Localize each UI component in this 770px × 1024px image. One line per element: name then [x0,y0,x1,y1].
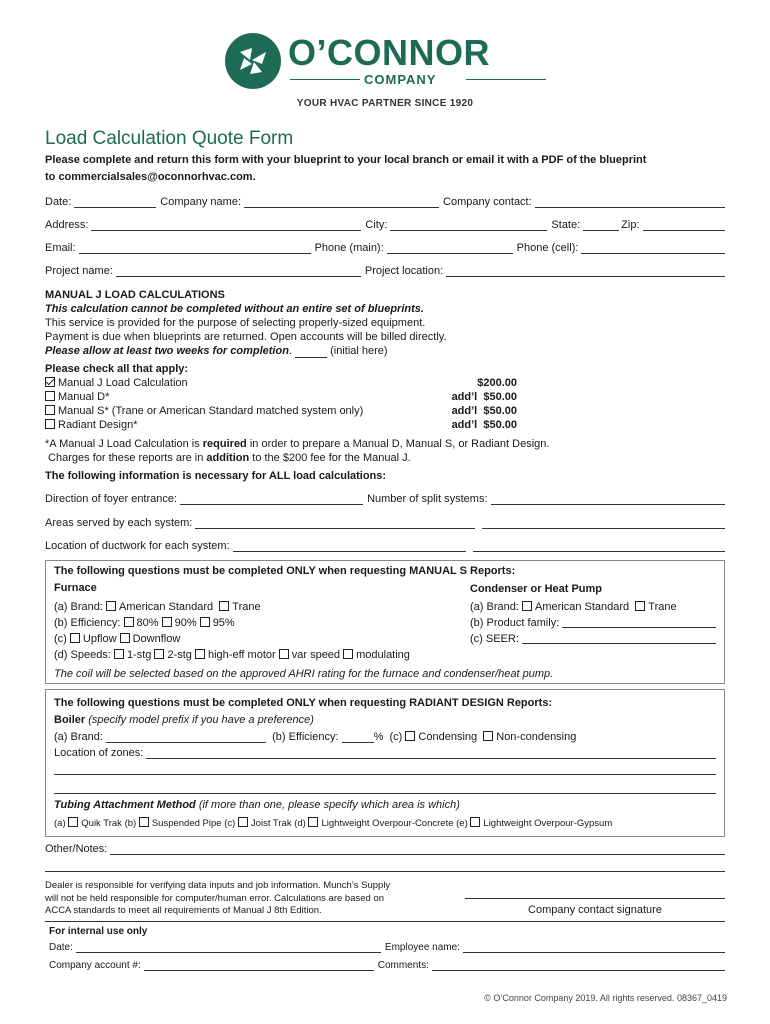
intro-line-1: Please complete and return this form with your blueprint to your local branch or email it with a PDF of the blueprint [45,154,647,166]
efficiency-label: (b) Efficiency: [54,617,121,629]
option-label: Trane [648,601,677,613]
tubing-d-label: (d) [294,818,306,829]
option-row [45,390,525,404]
var-speed-checkbox[interactable] [279,649,289,659]
ductwork-field-2[interactable] [473,541,725,552]
upflow-checkbox[interactable] [70,633,80,643]
condenser-brand-label: (a) Brand: [470,601,519,613]
stg1-checkbox[interactable] [114,649,124,659]
furnace-brand-label: (a) Brand: [54,601,103,613]
seer-field[interactable] [522,633,716,644]
zones-field-2[interactable] [54,774,716,775]
zones-field-1[interactable] [146,748,716,759]
row-ductwork [45,540,725,552]
c-label: (c) [54,633,67,645]
email-field[interactable] [79,243,311,254]
row-address [45,219,725,231]
lightweight-gypsum-checkbox[interactable] [470,817,480,827]
tubing-e-label: (e) [456,818,468,829]
address-field[interactable] [91,220,361,231]
other-notes-label: Other/Notes: [45,843,108,855]
logo [224,32,554,94]
date-field[interactable] [74,197,156,208]
option-label: Upflow [82,633,117,645]
city-label: City: [365,219,388,231]
ductwork-field-1[interactable] [233,541,466,552]
radiant-heading: The following questions must be completed ONLY when requesting RADIANT DESIGN Reports: [54,697,553,709]
email-label: Email: [45,242,76,254]
manual-j-allow: Please allow at least two weeks for completion [45,345,289,357]
zones-row [54,747,716,759]
manual-j-section [45,288,447,358]
condenser-heading: Condenser or Heat Pump [470,583,603,595]
company-contact-field[interactable] [535,197,725,208]
manual-j-line-2: Payment is due when blueprints are returned. Open accounts will be billed directly. [45,331,447,343]
manual-j-line-1: This service is provided for the purpose of selecting properly-sized equipment. [45,317,426,329]
other-notes-field-2[interactable] [45,871,725,872]
option-label: 1-stg [126,649,152,661]
tubing-a-label: (a) [54,818,66,829]
option-price: add’l $50.00 [451,405,517,417]
row-email-phone [45,242,725,254]
phone-main-label: Phone (main): [314,242,384,254]
project-name-label: Project name: [45,265,113,277]
downflow-checkbox[interactable] [120,633,130,643]
project-name-field[interactable] [116,266,361,277]
project-location-field[interactable] [446,266,725,277]
manual-s-heading: The following questions must be completed ONLY when requesting MANUAL S Reports: [54,565,516,577]
other-notes-field-1[interactable] [110,844,725,855]
option-label: 2-stg [167,649,192,661]
form-title: Load Calculation Quote Form [45,128,294,149]
boiler-brand-label: (a) Brand: [54,731,103,743]
signature-line[interactable] [465,898,725,899]
row-project [45,265,725,277]
tubing-b-label: (b) [124,818,137,829]
city-field[interactable] [390,220,547,231]
radiant-box [45,689,725,837]
split-label: Number of split systems: [367,493,488,505]
initial-label: (initial here) [330,345,388,357]
option-label: Lightweight Overpour-Concrete [321,818,454,829]
eff-95-checkbox[interactable] [200,617,210,627]
row-foyer [45,493,725,505]
foyer-label: Direction of foyer entrance: [45,493,178,505]
manual-d-checkbox[interactable] [45,391,55,401]
tubing-options [54,817,612,829]
option-label: Radiant Design* [58,419,138,431]
internal-date-label: Date: [49,942,73,953]
internal-divider [45,921,725,922]
condenser-american-standard-checkbox[interactable] [522,601,532,611]
option-label: high-eff motor [208,649,276,661]
row-internal-2 [49,960,725,971]
project-location-label: Project location: [364,265,444,277]
option-label: Joist Trak [250,818,292,829]
brand-sub-rule-left [290,79,360,80]
boiler-brand-field[interactable] [106,732,266,743]
areas-label: Areas served by each system: [45,517,193,529]
signature-label: Company contact signature [528,904,662,916]
tagline: YOUR HVAC PARTNER SINCE 1920 [296,98,474,109]
boiler-heading: Boiler [54,714,86,726]
row-other-notes [45,843,725,855]
row-date-company [45,196,725,208]
date-label: Date: [45,196,72,208]
note-text: in order to prepare a Manual D, Manual S, or Radiant Design. [246,438,550,450]
condenser-fields [470,599,716,647]
address-label: Address: [45,219,89,231]
row-internal-1 [49,942,725,953]
manual-j-checkbox[interactable] [45,377,55,387]
state-label: State: [551,219,581,231]
furnace-trane-checkbox[interactable] [219,601,229,611]
tubing-c-label: (c) [224,818,236,829]
speeds-label: (d) Speeds: [54,649,111,661]
logo-mark-icon [224,32,282,90]
option-label: Lightweight Overpour-Gypsum [483,818,613,829]
manual-s-checkbox[interactable] [45,405,55,415]
option-row [45,418,525,432]
suspended-pipe-checkbox[interactable] [139,817,149,827]
boiler-efficiency-field[interactable] [342,732,374,743]
condenser-trane-checkbox[interactable] [635,601,645,611]
note-text: to the $200 fee for the Manual J. [249,452,411,464]
all-heading: The following information is necessary for ALL load calculations: [45,470,387,482]
option-label: Condensing [418,731,478,743]
manual-j-heading: MANUAL J LOAD CALCULATIONS [45,289,225,301]
option-label: Downflow [132,633,181,645]
option-label: 80% [136,617,159,629]
option-label: modulating [356,649,410,661]
option-label: Quik Trak [81,818,122,829]
coil-note: The coil will be selected based on the approved AHRI rating for the furnace and condenser/heat pump. [54,668,554,680]
manual-j-allow-row: Please allow at least two weeks for completion. (initial here) [45,345,388,357]
modulating-checkbox[interactable] [343,649,353,659]
note-emphasis: required [202,438,247,450]
option-label: Suspended Pipe [151,818,222,829]
internal-date-field[interactable] [76,942,381,953]
manual-j-warning: This calculation cannot be completed without an entire set of blueprints. [45,303,424,315]
percent-label: % [373,731,384,743]
zones-label: Location of zones: [54,747,144,759]
option-price: add’l $50.00 [451,419,517,431]
check-heading: Please check all that apply: [45,363,189,375]
option-label: 95% [212,617,235,629]
tubing-note: (if more than one, please specify which area is which) [198,799,460,811]
company-name-field[interactable] [244,197,439,208]
zip-field[interactable] [643,220,725,231]
product-family-field[interactable] [562,617,716,628]
stg2-checkbox[interactable] [154,649,164,659]
phone-cell-label: Phone (cell): [516,242,579,254]
disclaimer [45,880,390,918]
comments-field[interactable] [432,960,725,971]
disclaimer-line: will not be held responsible for computer/human error. Calculations are based on [45,892,385,904]
brand-name: O’CONNOR [288,32,490,73]
option-label: American Standard [534,601,630,613]
c-label: (c) [389,731,403,743]
eff-80-checkbox[interactable] [124,617,134,627]
split-field[interactable] [491,494,726,505]
employee-field[interactable] [463,942,725,953]
option-label: Manual J Load Calculation [58,377,188,389]
phone-cell-field[interactable] [581,243,725,254]
note-line-1 [45,437,549,451]
boiler-note: (specify model prefix if you have a preference) [88,714,314,726]
brand-sub: COMPANY [364,72,437,87]
comments-label: Comments: [377,960,429,971]
seer-label: (c) SEER: [470,633,519,645]
lightweight-concrete-checkbox[interactable] [308,817,318,827]
non-condensing-checkbox[interactable] [483,731,493,741]
initial-field[interactable] [295,347,327,358]
eff-90-checkbox[interactable] [162,617,172,627]
manual-s-box [45,560,725,684]
boiler-fields [54,731,576,743]
product-family-label: (b) Product family: [470,617,560,629]
account-label: Company account #: [49,960,141,971]
tubing-heading: Tubing Attachment Method [54,799,196,811]
row-areas [45,517,725,529]
disclaimer-line: Dealer is responsible for verifying data inputs and job information. Munch’s Supply [45,880,391,891]
zip-label: Zip: [621,219,640,231]
note-text: *A Manual J Load Calculation is [45,438,203,450]
condensing-checkbox[interactable] [405,731,415,741]
areas-field-1[interactable] [195,518,475,529]
account-field[interactable] [144,960,374,971]
state-field[interactable] [583,220,619,231]
internal-heading: For internal use only [49,926,148,937]
company-contact-label: Company contact: [443,196,532,208]
zones-field-3[interactable] [54,793,716,794]
employee-label: Employee name: [384,942,460,953]
option-label: American Standard [118,601,214,613]
option-label: Manual D* [58,391,110,403]
option-row [45,404,525,418]
option-row [45,376,525,390]
furnace-heading: Furnace [54,582,97,594]
check-section [45,362,525,432]
quik-trak-checkbox[interactable] [68,817,78,827]
boiler-row [54,714,314,726]
phone-main-field[interactable] [387,243,513,254]
requirement-note [45,437,549,465]
company-name-label: Company name: [160,196,242,208]
option-label: Manual S* (Trane or American Standard matched system only) [58,405,364,417]
high-eff-checkbox[interactable] [195,649,205,659]
boiler-efficiency-label: (b) Efficiency: [272,731,339,743]
option-label: Trane [232,601,261,613]
intro-line-2: to commercialsales@oconnorhvac.com. [45,171,256,183]
furnace-american-standard-checkbox[interactable] [106,601,116,611]
note-text: Charges for these reports are in [45,452,207,464]
foyer-field[interactable] [180,494,363,505]
note-line-2 [45,451,549,465]
radiant-design-checkbox[interactable] [45,419,55,429]
areas-field-2[interactable] [482,518,725,529]
option-label: 90% [174,617,197,629]
ductwork-label: Location of ductwork for each system: [45,540,230,552]
joist-trak-checkbox[interactable] [238,817,248,827]
option-price: add’l $50.00 [451,391,517,403]
note-emphasis: addition [206,452,250,464]
tubing-row [54,799,460,811]
option-price: $200.00 [477,377,517,389]
furnace-fields [54,599,410,663]
disclaimer-line: ACCA standards to meet all requirements of Manual J 8th Edition. [45,905,322,916]
option-label: Non-condensing [496,731,577,743]
option-label: var speed [291,649,341,661]
brand-sub-rule-right [466,79,546,80]
copyright: © O’Connor Company 2019. All rights reserved. 08367_0419 [484,993,727,1003]
